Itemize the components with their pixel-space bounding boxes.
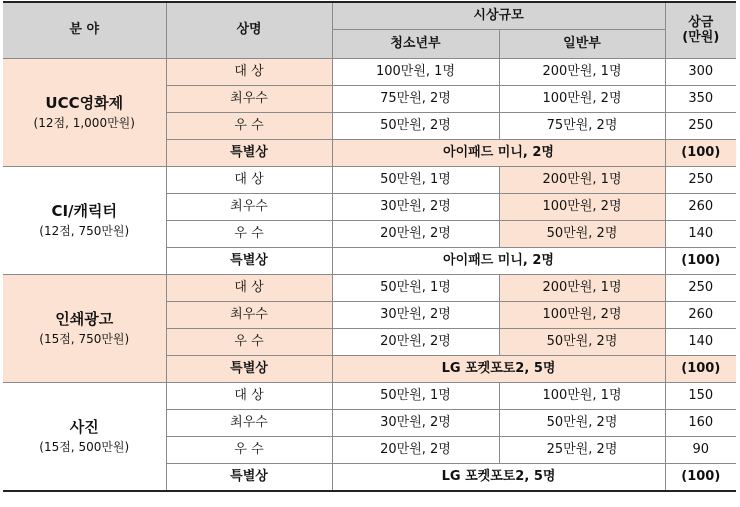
header-general: 일반부	[499, 30, 665, 59]
header-prize-label: 상금	[688, 15, 714, 31]
award-cell: 최우수	[166, 302, 332, 329]
youth-cell: 100만원, 1명	[332, 59, 499, 86]
youth-cell: 30만원, 2명	[332, 194, 499, 221]
special-desc-cell: 아이패드 미니, 2명	[332, 248, 665, 275]
special-prize-cell: (100)	[665, 356, 736, 383]
header-prize	[665, 2, 736, 59]
table-row	[3, 59, 736, 86]
prize-cell: 140	[665, 329, 736, 356]
youth-cell: 30만원, 2명	[332, 410, 499, 437]
award-cell: 우 수	[166, 113, 332, 140]
youth-cell: 50만원, 2명	[332, 113, 499, 140]
field-desc: (15점, 500만원)	[39, 440, 130, 455]
general-cell: 75만원, 2명	[499, 113, 665, 140]
general-cell: 50만원, 2명	[499, 221, 665, 248]
general-cell: 100만원, 2명	[499, 86, 665, 113]
general-cell: 50만원, 2명	[499, 329, 665, 356]
special-prize-cell: (100)	[665, 248, 736, 275]
youth-cell: 75만원, 2명	[332, 86, 499, 113]
special-desc-cell: LG 포켓포토2, 5명	[332, 464, 665, 492]
prize-cell: 300	[665, 59, 736, 86]
field-name: 인쇄광고	[55, 309, 114, 328]
field-name: 사진	[69, 417, 99, 436]
general-cell: 25만원, 2명	[499, 437, 665, 464]
prize-cell: 250	[665, 275, 736, 302]
prize-cell: 160	[665, 410, 736, 437]
youth-cell: 20만원, 2명	[332, 329, 499, 356]
special-desc-cell: LG 포켓포토2, 5명	[332, 356, 665, 383]
field-desc: (12점, 1,000만원)	[33, 116, 135, 131]
table-row	[3, 275, 736, 302]
award-cell: 대 상	[166, 275, 332, 302]
prize-cell: 250	[665, 167, 736, 194]
table-row	[3, 167, 736, 194]
prize-cell: 140	[665, 221, 736, 248]
award-cell: 우 수	[166, 329, 332, 356]
youth-cell: 30만원, 2명	[332, 302, 499, 329]
special-award-cell: 특별상	[166, 464, 332, 492]
field-desc: (12점, 750만원)	[39, 224, 130, 239]
header-scale: 시상규모	[332, 2, 665, 30]
award-cell: 대 상	[166, 167, 332, 194]
special-prize-cell: (100)	[665, 140, 736, 167]
general-cell: 200만원, 1명	[499, 59, 665, 86]
field-desc: (15점, 750만원)	[39, 332, 130, 347]
award-cell: 최우수	[166, 410, 332, 437]
field-cell	[3, 59, 166, 167]
award-cell: 우 수	[166, 221, 332, 248]
award-cell: 대 상	[166, 383, 332, 410]
general-cell: 200만원, 1명	[499, 167, 665, 194]
youth-cell: 20만원, 2명	[332, 437, 499, 464]
prize-cell: 250	[665, 113, 736, 140]
youth-cell: 50만원, 1명	[332, 167, 499, 194]
special-award-cell: 특별상	[166, 248, 332, 275]
general-cell: 100만원, 2명	[499, 194, 665, 221]
special-award-cell: 특별상	[166, 140, 332, 167]
award-cell: 최우수	[166, 194, 332, 221]
table-row	[3, 383, 736, 410]
prize-cell: 260	[665, 194, 736, 221]
general-cell: 50만원, 2명	[499, 410, 665, 437]
general-cell: 100만원, 1명	[499, 383, 665, 410]
header-prize-unit: (만원)	[682, 29, 720, 45]
header-award-name: 상명	[166, 2, 332, 59]
general-cell: 200만원, 1명	[499, 275, 665, 302]
header-field: 분 야	[3, 2, 166, 59]
award-cell: 대 상	[166, 59, 332, 86]
prize-cell: 90	[665, 437, 736, 464]
field-name: CI/캐릭터	[51, 201, 118, 220]
prize-cell: 150	[665, 383, 736, 410]
youth-cell: 20만원, 2명	[332, 221, 499, 248]
header-row-1	[3, 2, 736, 30]
field-cell	[3, 383, 166, 492]
prize-cell: 350	[665, 86, 736, 113]
field-name: UCC영화제	[45, 93, 124, 112]
field-cell	[3, 275, 166, 383]
general-cell: 100만원, 2명	[499, 302, 665, 329]
special-desc-cell: 아이패드 미니, 2명	[332, 140, 665, 167]
award-cell: 최우수	[166, 86, 332, 113]
awards-table	[3, 1, 736, 492]
prize-cell: 260	[665, 302, 736, 329]
youth-cell: 50만원, 1명	[332, 275, 499, 302]
field-cell	[3, 167, 166, 275]
special-prize-cell: (100)	[665, 464, 736, 492]
header-youth: 청소년부	[332, 30, 499, 59]
special-award-cell: 특별상	[166, 356, 332, 383]
award-cell: 우 수	[166, 437, 332, 464]
youth-cell: 50만원, 1명	[332, 383, 499, 410]
